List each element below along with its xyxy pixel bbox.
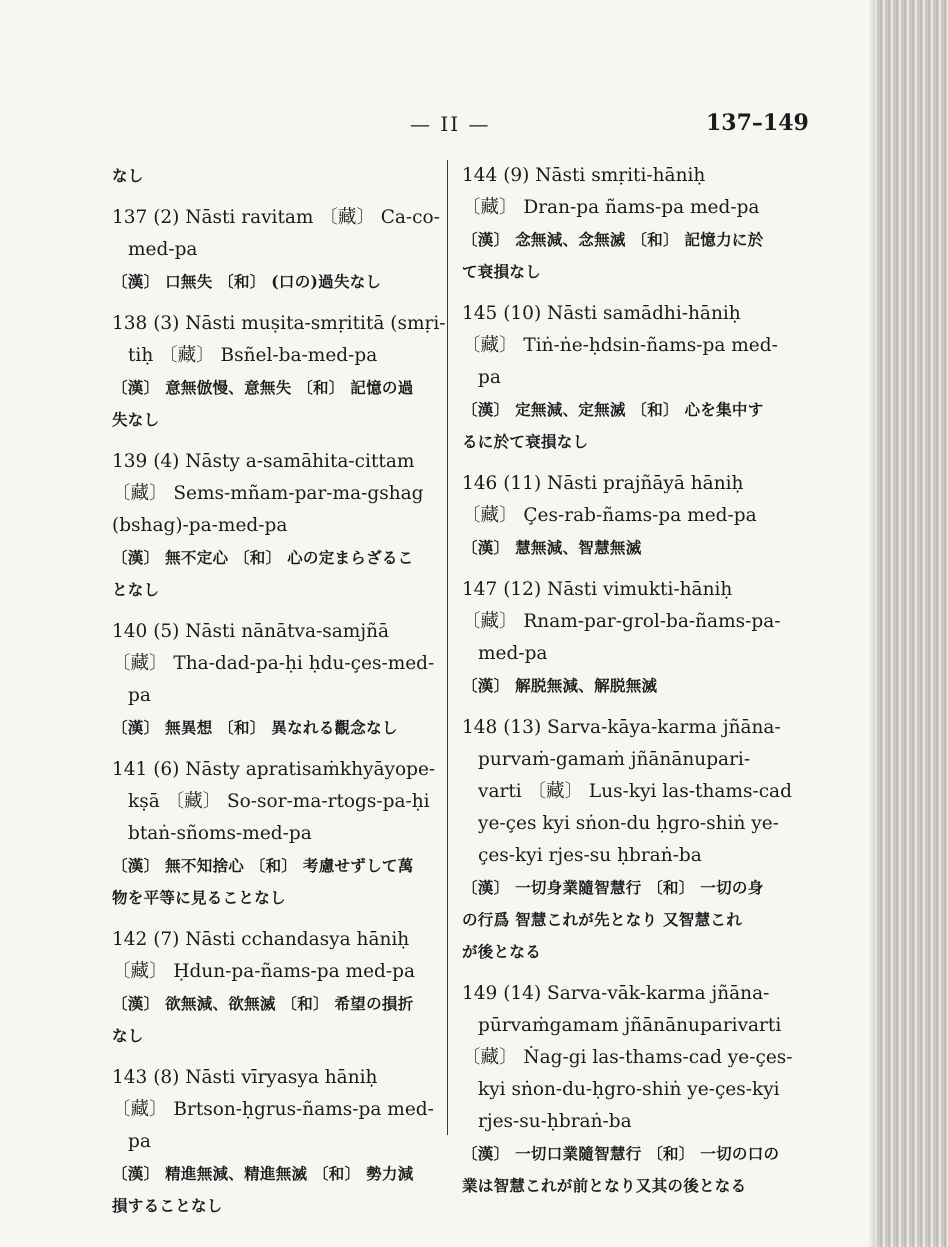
entry-line: btaṅ-sñoms-med-pa	[128, 823, 312, 844]
entry-line: rjes-su-ḥbraṅ-ba	[478, 1111, 632, 1132]
dictionary-entry	[112, 616, 442, 744]
entry-line: が後となる	[462, 942, 542, 961]
entry-line: 〔漢〕 解脱無減、解脱無滅	[462, 676, 658, 695]
entry-line: て衰損なし	[462, 262, 542, 281]
dictionary-entry	[112, 754, 442, 914]
entry-line: るに於て衰損なし	[462, 432, 589, 451]
entry-line: med-pa	[478, 643, 548, 664]
dictionary-entry	[112, 160, 442, 192]
entry-line: 〔藏〕 Sems-mñam-par-ma-gshag	[112, 483, 424, 504]
entry-line: 148 (13) Sarva-kāya-karma jñāna-	[462, 717, 781, 738]
entry-gap	[112, 606, 442, 616]
book-edge	[875, 0, 948, 1247]
entry-line: なし	[112, 166, 144, 185]
entry-line: pa	[128, 1131, 151, 1152]
entry-gap	[112, 436, 442, 446]
dictionary-entry	[462, 298, 792, 458]
entry-gap	[112, 192, 442, 202]
entry-gap	[112, 298, 442, 308]
entry-line: 〔藏〕 Ṅag-gi las-thams-cad ye-çes-	[462, 1047, 793, 1068]
dictionary-entry	[462, 468, 792, 564]
entry-line: pa	[478, 367, 501, 388]
entry-line: の行爲 智慧これが先となり 又智慧これ	[462, 910, 742, 929]
entry-gap	[462, 702, 792, 712]
entry-gap	[462, 288, 792, 298]
entry-gap	[462, 1202, 792, 1212]
entry-line: varti 〔藏〕 Lus-kyi las-thams-cad	[478, 781, 792, 802]
entry-line: (bshag)-pa-med-pa	[112, 515, 288, 536]
entry-gap	[112, 1052, 442, 1062]
dictionary-entry	[462, 978, 792, 1202]
entry-line: 146 (11) Nāsti prajñāyā hāniḥ	[462, 473, 744, 494]
entry-gap	[112, 1222, 442, 1232]
entry-line: 〔漢〕 意無倣慢、意無失 〔和〕 記憶の過	[112, 378, 414, 397]
entry-line: 〔漢〕 無異想 〔和〕 異なれる觀念なし	[112, 718, 398, 737]
entry-gap	[112, 744, 442, 754]
entry-line: 〔漢〕 口無失 〔和〕 (口の)過失なし	[112, 272, 382, 291]
column-divider	[447, 160, 448, 1135]
entry-line: med-pa	[128, 239, 198, 260]
entry-line: となし	[112, 580, 160, 599]
entry-line: 〔漢〕 一切口業隨智慧行 〔和〕 一切の口の	[462, 1144, 780, 1163]
entry-line: 業は智慧これが前となり又其の後となる	[462, 1176, 747, 1195]
entry-line: 142 (7) Nāsti cchandasya hāniḥ	[112, 929, 410, 950]
entry-line: 〔藏〕 Tiṅ-ṅe-ḥdsin-ñams-pa med-	[462, 335, 778, 356]
entry-line: tiḥ 〔藏〕 Bsñel-ba-med-pa	[128, 345, 378, 366]
right-column	[462, 160, 792, 1212]
entry-line: 〔藏〕 Brtson-ḥgrus-ñams-pa med-	[112, 1099, 434, 1120]
entry-line: 〔漢〕 欲無減、欲無滅 〔和〕 希望の損折	[112, 994, 414, 1013]
dictionary-entry	[112, 308, 446, 436]
entry-line: 〔漢〕 無不知捨心 〔和〕 考慮せずして萬	[112, 856, 414, 875]
entry-range: 137–149	[706, 110, 809, 136]
entry-line: 144 (9) Nāsti smṛiti-hāniḥ	[462, 165, 706, 186]
entry-line: 〔藏〕 Tha-dad-pa-ḥi ḥdu-çes-med-	[112, 653, 435, 674]
dictionary-entry	[462, 160, 792, 288]
entry-gap	[462, 968, 792, 978]
dictionary-entry	[112, 202, 442, 298]
entry-line: 〔漢〕 念無減、念無滅 〔和〕 記憶力に於	[462, 230, 764, 249]
entry-line: 145 (10) Nāsti samādhi-hāniḥ	[462, 303, 741, 324]
entry-line: 149 (14) Sarva-vāk-karma jñāna-	[462, 983, 770, 1004]
entry-line: purvaṁ-gamaṁ jñānānupari-	[478, 749, 751, 770]
entry-line: 〔藏〕 Ḥdun-pa-ñams-pa med-pa	[112, 961, 416, 982]
entry-line: çes-kyi rjes-su ḥbraṅ-ba	[478, 845, 702, 866]
entry-line: 141 (6) Nāsty apratisaṁkhyāyope-	[112, 759, 436, 780]
entry-line: 〔漢〕 無不定心 〔和〕 心の定まらざるこ	[112, 548, 414, 567]
entry-line: 140 (5) Nāsti nānātva-samjñā	[112, 621, 390, 642]
entry-line: 139 (4) Nāsty a-samāhita-cittam	[112, 451, 415, 472]
entry-line: 143 (8) Nāsti vīryasya hāniḥ	[112, 1067, 378, 1088]
entry-line: kyi sṅon-du-ḥgro-shiṅ ye-çes-kyi	[478, 1079, 780, 1100]
dictionary-entry	[462, 712, 792, 968]
entry-line: ye-çes kyi sṅon-du ḥgro-shiṅ ye-	[478, 813, 779, 834]
entry-line: 〔漢〕 慧無減、智慧無滅	[462, 538, 642, 557]
entry-line: 〔藏〕 Çes-rab-ñams-pa med-pa	[462, 505, 757, 526]
entry-line: kṣā 〔藏〕 So-sor-ma-rtogs-pa-ḥi	[128, 791, 430, 812]
entry-line: 損することなし	[112, 1196, 223, 1215]
dictionary-entry	[112, 446, 442, 606]
dictionary-entry	[112, 924, 442, 1052]
left-column	[112, 160, 446, 1232]
dictionary-entry	[462, 574, 792, 702]
entry-line: 138 (3) Nāsti muṣita-smṛititā (smṛi-	[112, 313, 446, 334]
entry-gap	[462, 564, 792, 574]
entry-line: 失なし	[112, 410, 160, 429]
entry-line: 物を平等に見ることなし	[112, 888, 286, 907]
entry-line: 〔漢〕 定無減、定無滅 〔和〕 心を集中す	[462, 400, 764, 419]
entry-line: 〔藏〕 Rnam-par-grol-ba-ñams-pa-	[462, 611, 781, 632]
entry-line: 〔藏〕 Dran-pa ñams-pa med-pa	[462, 197, 760, 218]
entry-line: 137 (2) Nāsti ravitam 〔藏〕 Ca-co-	[112, 207, 440, 228]
entry-line: 147 (12) Nāsti vimukti-hāniḥ	[462, 579, 733, 600]
entry-gap	[112, 914, 442, 924]
entry-line: pūrvaṁgamam jñānānuparivarti	[478, 1015, 782, 1036]
entry-line: なし	[112, 1026, 144, 1045]
entry-gap	[462, 458, 792, 468]
entry-line: 〔漢〕 一切身業隨智慧行 〔和〕 一切の身	[462, 878, 764, 897]
entry-line: pa	[128, 685, 151, 706]
entry-line: 〔漢〕 精進無減、精進無滅 〔和〕 勢力減	[112, 1164, 414, 1183]
page-number-roman: — II —	[410, 112, 491, 136]
dictionary-entry	[112, 1062, 442, 1222]
